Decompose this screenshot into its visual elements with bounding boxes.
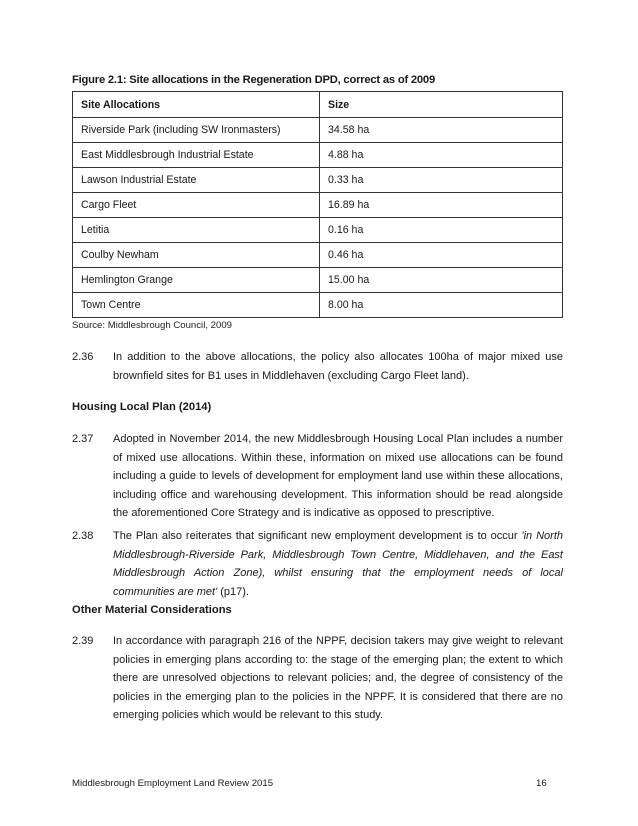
site-cell: Hemlington Grange	[73, 268, 320, 293]
size-cell: 0.33 ha	[320, 168, 563, 193]
table-row	[73, 143, 563, 168]
table-header-row	[73, 92, 563, 118]
site-cell: Letitia	[73, 218, 320, 243]
size-cell: 0.46 ha	[320, 243, 563, 268]
paragraph-number: 2.39	[72, 635, 94, 647]
table-row	[73, 268, 563, 293]
paragraph-number: 2.36	[72, 351, 94, 363]
footer-title: Middlesbrough Employment Land Review 2015	[72, 778, 274, 789]
table-row	[73, 193, 563, 218]
figure-title: Figure 2.1: Site allocations in the Regeneration DPD, correct as of 2009	[72, 74, 435, 86]
table-row	[73, 243, 563, 268]
text-before-quote: The Plan also reiterates that significant new employment development is to occur	[113, 530, 522, 542]
figure-source: Source: Middlesbrough Council, 2009	[72, 320, 232, 331]
size-cell: 34.58 ha	[320, 118, 563, 143]
site-cell: Riverside Park (including SW Ironmasters)	[73, 118, 320, 143]
section-heading-other: Other Material Considerations	[72, 604, 232, 616]
section-heading-housing: Housing Local Plan (2014)	[72, 401, 212, 413]
paragraph-2-36	[72, 348, 563, 385]
paragraph-text: In accordance with paragraph 216 of the NPPF, decision takers may give weight to relevant policies in emerging plans according to: the stage of the emerging plan; the extent to which there are unresolved objections to relevant policies; and, the degree of consistency of the policies in the emerging plan to the policies in the NPPF. It is considered that there are no emerging policies which would be relevant to this study.	[113, 635, 563, 722]
paragraph-text	[113, 527, 563, 601]
size-cell: 16.89 ha	[320, 193, 563, 218]
paragraph-number: 2.37	[72, 433, 94, 445]
header-size: Size	[320, 92, 563, 118]
table-row	[73, 218, 563, 243]
paragraph-2-38	[72, 527, 563, 601]
table-row	[73, 168, 563, 193]
policy-quote: 'in North Middlesbrough-Riverside Park, Middlesbrough Town Centre, Middlehaven, and the East Middlesbrough Action Zone), whilst ensuring that the employment needs of local communities are met'	[113, 530, 563, 598]
paragraph-2-39	[72, 632, 563, 725]
paragraph-text: Adopted in November 2014, the new Middlesbrough Housing Local Plan includes a number of mixed use allocations. Within these, information on mixed use allocations can be found including a guide to levels of development for employment land use within these allocations, including office and warehousing development. This information should be read alongside the aforementioned Core Strategy and is indicative as opposed to prescriptive.	[113, 433, 563, 520]
site-cell: Coulby Newham	[73, 243, 320, 268]
size-cell: 15.00 ha	[320, 268, 563, 293]
paragraph-text: In addition to the above allocations, the policy also allocates 100ha of major mixed use brownfield sites for B1 uses in Middlehaven (excluding Cargo Fleet land).	[113, 351, 563, 382]
text-after-quote: (p17).	[217, 585, 249, 598]
site-cell: Cargo Fleet	[73, 193, 320, 218]
site-cell: East Middlesbrough Industrial Estate	[73, 143, 320, 168]
size-cell: 4.88 ha	[320, 143, 563, 168]
size-cell: 0.16 ha	[320, 218, 563, 243]
site-cell: Lawson Industrial Estate	[73, 168, 320, 193]
table-row	[73, 293, 563, 318]
paragraph-2-37	[72, 430, 563, 523]
page-number: 16	[536, 778, 547, 789]
site-allocations-table	[72, 91, 563, 318]
size-cell: 8.00 ha	[320, 293, 563, 318]
table-row	[73, 118, 563, 143]
site-cell: Town Centre	[73, 293, 320, 318]
header-site: Site Allocations	[73, 92, 320, 118]
paragraph-number: 2.38	[72, 530, 94, 542]
